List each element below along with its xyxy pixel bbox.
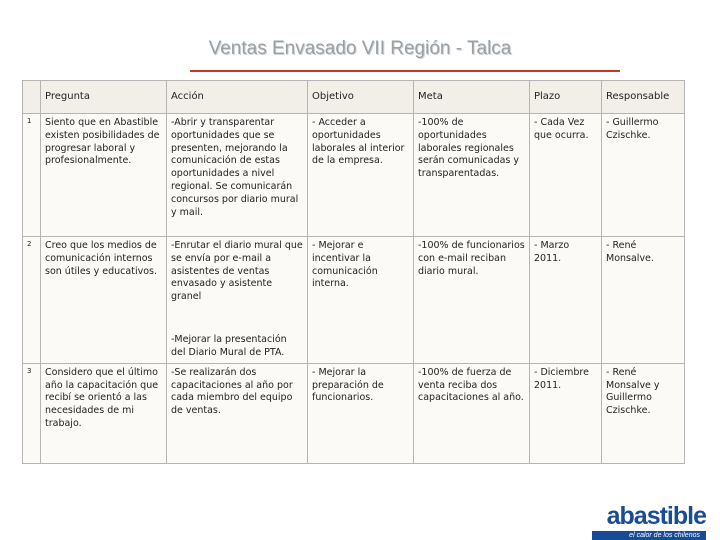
header-meta: Meta xyxy=(414,81,530,114)
table-header-row xyxy=(23,81,685,114)
header-responsable: Responsable xyxy=(602,81,685,114)
table-row xyxy=(23,237,685,364)
cell-meta: -100% de oportunidades laborales regionales serán comunicadas y transparentadas. xyxy=(414,114,530,237)
title-underline xyxy=(190,70,620,72)
cell-plazo: - Marzo 2011. xyxy=(530,237,602,364)
cell-pregunta: Considero que el último año la capacitación que recibí se orientó a las necesidades de mi trabajo. xyxy=(41,363,167,463)
cell-pregunta: Siento que en Abastible existen posibilidades de progresar laboral y profesionalmente. xyxy=(41,114,167,237)
abastible-logo xyxy=(592,502,706,540)
row-number: 2 xyxy=(23,237,41,364)
cell-objetivo: - Mejorar e incentivar la comunicación interna. xyxy=(308,237,414,364)
accion-extra-text: -Mejorar la presentación del Diario Mural de PTA. xyxy=(171,334,287,358)
slide-title: Ventas Envasado VII Región - Talca xyxy=(208,38,512,59)
header-plazo: Plazo xyxy=(530,81,602,114)
cell-pregunta: Creo que los medios de comunicación internos son útiles y educativos. xyxy=(41,237,167,364)
spacer xyxy=(171,304,303,334)
row-number: 3 xyxy=(23,363,41,463)
cell-meta: -100% de funcionarios con e-mail reciban diario mural. xyxy=(414,237,530,364)
cell-responsable: - René Monsalve. xyxy=(602,237,685,364)
cell-plazo: - Diciembre 2011. xyxy=(530,363,602,463)
table-row xyxy=(23,114,685,237)
header-num xyxy=(23,81,41,114)
header-pregunta: Pregunta xyxy=(41,81,167,114)
cell-responsable: - René Monsalve y Guillermo Czischke. xyxy=(602,363,685,463)
cell-accion xyxy=(167,237,308,364)
cell-objetivo: - Mejorar la preparación de funcionarios. xyxy=(308,363,414,463)
cell-accion: -Se realizarán dos capacitaciones al año por cada miembro del equipo de ventas. xyxy=(167,363,308,463)
header-accion: Acción xyxy=(167,81,308,114)
accion-text: -Enrutar el diario mural que se envía por e-mail a asistentes de ventas envasado y asistente granel xyxy=(171,240,303,303)
cell-objetivo: - Acceder a oportunidades laborales al interior de la empresa. xyxy=(308,114,414,237)
table-row xyxy=(23,363,685,463)
cell-meta: -100% de fuerza de venta reciba dos capacitaciones al año. xyxy=(414,363,530,463)
logo-wordmark: abastible xyxy=(606,502,706,530)
cell-accion: -Abrir y transparentar oportunidades que se presenten, mejorando la comunicación de estas oportunidades a nivel regional. Se comunicarán concursos por diario mural y mail. xyxy=(167,114,308,237)
logo-tagline: el calor de los chilenos xyxy=(592,531,706,540)
row-number: 1 xyxy=(23,114,41,237)
cell-responsable: - Guillermo Czischke. xyxy=(602,114,685,237)
header-objetivo: Objetivo xyxy=(308,81,414,114)
cell-plazo: - Cada Vez que ocurra. xyxy=(530,114,602,237)
action-plan-table xyxy=(22,80,685,464)
